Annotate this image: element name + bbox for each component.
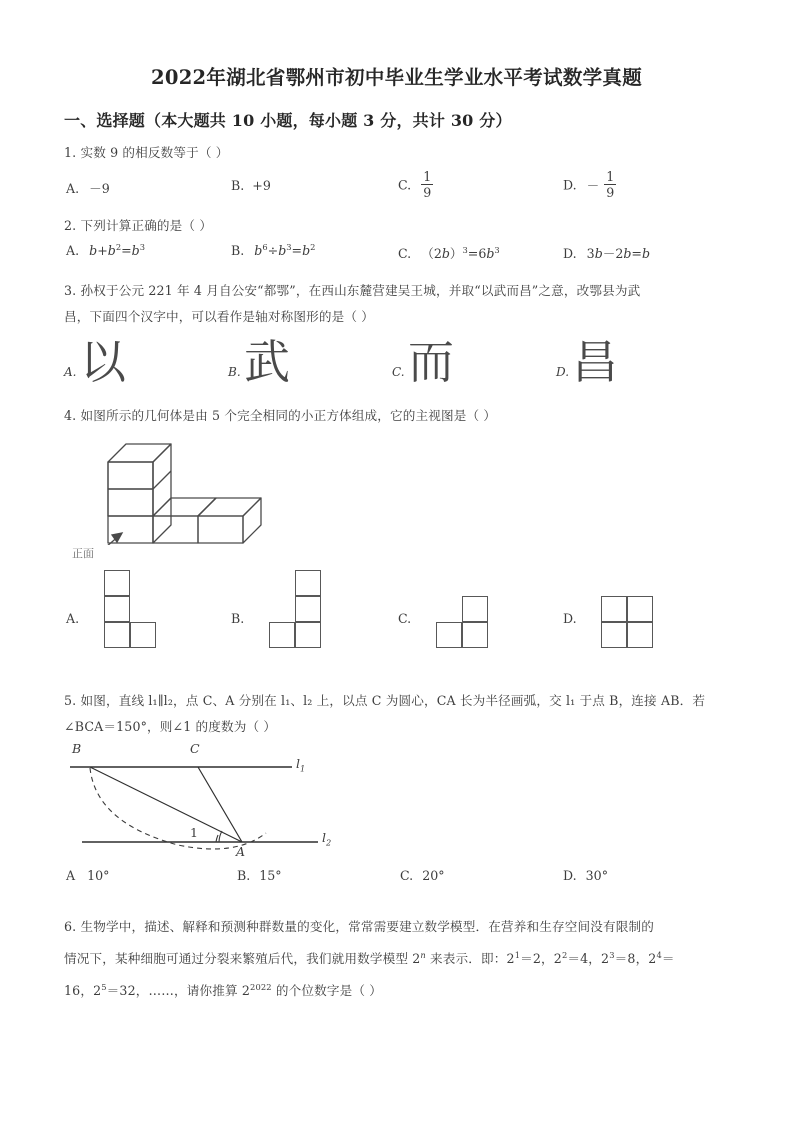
q4-option-a[interactable] bbox=[66, 570, 216, 660]
cube-solid-svg bbox=[90, 425, 300, 545]
q2-c-var: b bbox=[441, 246, 450, 261]
q6-l3-b: ＝32，……，请你推算 2 bbox=[106, 983, 251, 998]
q2-option-b[interactable] bbox=[231, 243, 315, 258]
q1-option-c[interactable] bbox=[398, 171, 434, 201]
q2-c-exp: 3 bbox=[462, 244, 468, 255]
q6-l3-c: 的个位数字是（ ） bbox=[271, 983, 382, 998]
q2-b-eq: = bbox=[291, 243, 303, 258]
question-6-stem-line2 bbox=[64, 946, 764, 972]
q5-option-d-value: 30° bbox=[585, 868, 608, 883]
page-title: 2022年湖北省鄂州市初中毕业生学业水平考试数学真题 bbox=[150, 66, 643, 89]
q4-a-cell-0-1 bbox=[104, 596, 130, 622]
q2-a-plus: + bbox=[97, 243, 108, 258]
q6-l2-f: ＝ bbox=[661, 951, 675, 966]
q4-option-c-label: C. bbox=[398, 611, 412, 626]
q2-option-a[interactable] bbox=[66, 243, 145, 258]
q3-option-d-char: 昌 bbox=[572, 335, 618, 389]
q2-c-e2: 3 bbox=[494, 244, 500, 255]
q4-a-cell-0-0 bbox=[104, 570, 130, 596]
question-6-stem-line3 bbox=[64, 978, 764, 1004]
q1-option-b-value: +9 bbox=[252, 178, 271, 193]
q4-option-a-label: A. bbox=[66, 611, 80, 626]
q1-option-b[interactable] bbox=[231, 178, 271, 193]
q2-b-e2: 3 bbox=[286, 241, 292, 252]
q5-option-b-label: B. bbox=[237, 868, 251, 883]
q5-option-d-label: D. bbox=[563, 868, 577, 883]
q3-option-c-char: 而 bbox=[408, 335, 454, 389]
q3-option-c-label: C. bbox=[392, 365, 405, 379]
q2-c-b2: b bbox=[486, 246, 495, 261]
label-point-c: C bbox=[190, 741, 200, 756]
q3-option-b-char: 武 bbox=[244, 335, 290, 389]
q6-l3-a: 16，2 bbox=[64, 983, 102, 998]
label-point-b: B bbox=[72, 741, 82, 756]
q5-option-a-label: A bbox=[66, 868, 76, 883]
q5-option-a[interactable] bbox=[66, 868, 109, 883]
q3-option-d-label: D. bbox=[556, 365, 570, 379]
q6-l3-e6: 2022 bbox=[250, 981, 272, 992]
q3-option-a-label: A. bbox=[64, 365, 77, 379]
q2-d-v1: b bbox=[594, 246, 603, 261]
q4-b-cell-1-2 bbox=[295, 622, 321, 648]
q2-option-b-label: B. bbox=[231, 243, 245, 258]
q2-b-e3: 2 bbox=[310, 241, 316, 252]
q2-b-e1: 6 bbox=[262, 241, 268, 252]
q4-c-cell-1-1 bbox=[462, 622, 488, 648]
q4-b-cell-0-2 bbox=[269, 622, 295, 648]
q2-c-open: （2 bbox=[421, 246, 442, 261]
q1-option-c-numerator: 1 bbox=[423, 169, 432, 184]
question-5-diagram bbox=[60, 741, 360, 875]
question-1-stem: 1. 实数 9 的相反数等于（ ） bbox=[64, 145, 229, 160]
question-4-solid-figure bbox=[90, 425, 300, 545]
question-5-stem-line1: 5. 如图，直线 l₁∥l₂，点 C、A 分别在 l₁、l₂ 上，以点 C 为圆心，CA 长为半径画弧，交 l₁ 于点 B，连接 AB．若 bbox=[64, 693, 706, 708]
question-2-stem: 2. 下列计算正确的是（ ） bbox=[64, 218, 213, 233]
q2-b-div: ÷ bbox=[267, 243, 279, 258]
q2-a-e3: 3 bbox=[139, 241, 145, 252]
q3-option-b-label: B. bbox=[228, 365, 241, 379]
q1-option-d-denominator: 9 bbox=[606, 185, 615, 200]
front-view-label: 正面 bbox=[72, 547, 94, 560]
q5-option-c[interactable] bbox=[400, 868, 445, 883]
q3-option-a-char: 以 bbox=[80, 335, 126, 389]
q4-option-b[interactable] bbox=[231, 570, 381, 660]
q1-option-c-fraction bbox=[421, 170, 433, 200]
geometry-svg bbox=[60, 745, 360, 875]
q4-d-cell-1-0 bbox=[627, 596, 653, 622]
q6-l2-a: 情况下，某种细胞可通过分裂来繁殖后代，我们就用数学模型 2 bbox=[64, 951, 421, 966]
q4-c-cell-0-1 bbox=[436, 622, 462, 648]
q2-option-d[interactable] bbox=[563, 243, 650, 262]
q2-a-b3: b bbox=[131, 243, 140, 258]
question-6-stem-line1: 6. 生物学中，描述、解释和预测种群数量的变化，常常需要建立数学模型．在营养和生存空间没有限制的 bbox=[64, 919, 654, 934]
q5-option-a-value: 10° bbox=[87, 868, 110, 883]
q6-l2-c: ＝2，2 bbox=[520, 951, 562, 966]
q4-option-d[interactable] bbox=[563, 570, 713, 660]
label-angle-1: 1 bbox=[190, 825, 198, 840]
q1-option-d[interactable] bbox=[563, 171, 617, 201]
question-3-stem-line1: 3. 孙权于公元 221 年 4 月自公安“都鄂”，在西山东麓营建吴王城，并取“以武而昌”之意，改鄂县为武 bbox=[64, 283, 641, 298]
label-line-l2: $l_2$ bbox=[322, 830, 332, 848]
q1-option-d-label: D. bbox=[563, 177, 577, 193]
q4-a-cell-0-2 bbox=[104, 622, 130, 648]
q2-a-e2: 2 bbox=[115, 241, 122, 252]
q4-b-cell-1-0 bbox=[295, 570, 321, 596]
q2-b-b1: b bbox=[254, 243, 263, 258]
q2-option-c[interactable] bbox=[398, 243, 500, 262]
q1-option-d-numerator: 1 bbox=[606, 169, 615, 184]
q6-l2-e: ＝8，2 bbox=[614, 951, 657, 966]
section-heading-choice: 一、选择题（本大题共 10 小题，每小题 3 分，共计 30 分） bbox=[64, 111, 512, 130]
q6-l2-b: 来表示．即：2 bbox=[425, 951, 515, 966]
q2-a-b1: b bbox=[89, 243, 98, 258]
q4-d-cell-0-0 bbox=[601, 596, 627, 622]
q4-option-b-label: B. bbox=[231, 611, 245, 626]
q1-option-d-fraction bbox=[604, 170, 616, 200]
label-line-l1: $l_1$ bbox=[296, 756, 306, 774]
angle-1-arc bbox=[216, 835, 218, 842]
q6-l2-e3: 3 bbox=[609, 949, 615, 960]
q2-d-v2: b bbox=[623, 246, 632, 261]
q6-l3-e5: 5 bbox=[101, 981, 107, 992]
q2-a-b2: b bbox=[107, 243, 116, 258]
q1-option-d-sign: － bbox=[586, 177, 600, 193]
q4-d-cell-0-1 bbox=[601, 622, 627, 648]
q4-option-c[interactable] bbox=[398, 570, 548, 660]
question-5-options bbox=[0, 868, 793, 894]
q2-option-c-label: C. bbox=[398, 246, 412, 261]
q1-option-c-denominator: 9 bbox=[423, 185, 432, 200]
q5-option-b-value: 15° bbox=[259, 868, 282, 883]
q2-d-t1: 3 bbox=[586, 246, 595, 261]
q1-option-a-value: －9 bbox=[89, 181, 110, 196]
label-point-a: A bbox=[236, 844, 246, 859]
question-5-stem-line2: ∠BCA＝150°，则∠1 的度数为（ ） bbox=[64, 719, 277, 734]
q2-b-b2: b bbox=[278, 243, 287, 258]
question-4-stem: 4. 如图所示的几何体是由 5 个完全相同的小正方体组成，它的主视图是（ ） bbox=[64, 408, 497, 423]
q2-option-d-label: D. bbox=[563, 246, 577, 261]
q2-d-eq: = bbox=[631, 246, 642, 261]
angle-1-arc-2 bbox=[219, 831, 222, 842]
q4-a-cell-1-2 bbox=[130, 622, 156, 648]
q5-option-c-value: 20° bbox=[422, 868, 445, 883]
q4-d-cell-1-1 bbox=[627, 622, 653, 648]
q2-option-a-label: A. bbox=[66, 243, 80, 258]
q5-option-d[interactable] bbox=[563, 868, 608, 883]
q6-l2-e1: 1 bbox=[514, 949, 521, 960]
q2-b-b3: b bbox=[302, 243, 311, 258]
question-1-options bbox=[0, 170, 793, 210]
q2-a-eq: = bbox=[121, 243, 132, 258]
question-3-stem-line2: 昌，下面四个汉字中，可以看作是轴对称图形的是（ ） bbox=[64, 309, 375, 324]
q1-option-c-label: C. bbox=[398, 177, 412, 193]
q4-b-cell-1-1 bbox=[295, 596, 321, 622]
q2-d-minus: －2 bbox=[602, 246, 624, 261]
q1-option-a-label: A. bbox=[66, 181, 80, 196]
q2-d-v3: b bbox=[641, 246, 651, 261]
q6-l2-e2: 2 bbox=[561, 949, 568, 960]
q1-option-b-label: B. bbox=[231, 178, 245, 193]
q6-l2-e4: 4 bbox=[656, 949, 662, 960]
q4-option-d-label: D. bbox=[563, 611, 577, 626]
q5-option-b[interactable] bbox=[237, 868, 282, 883]
q2-c-eq: =6 bbox=[467, 246, 487, 261]
q2-c-close: ） bbox=[449, 246, 463, 261]
segment-BA bbox=[90, 767, 242, 842]
q6-l2-d: ＝4，2 bbox=[567, 951, 610, 966]
question-2-options bbox=[0, 243, 793, 269]
q4-c-cell-1-0 bbox=[462, 596, 488, 622]
q5-option-c-label: C. bbox=[400, 868, 414, 883]
q1-option-a[interactable] bbox=[66, 178, 110, 197]
q6-l2-exp: n bbox=[420, 949, 426, 960]
question-3-options bbox=[0, 335, 793, 397]
